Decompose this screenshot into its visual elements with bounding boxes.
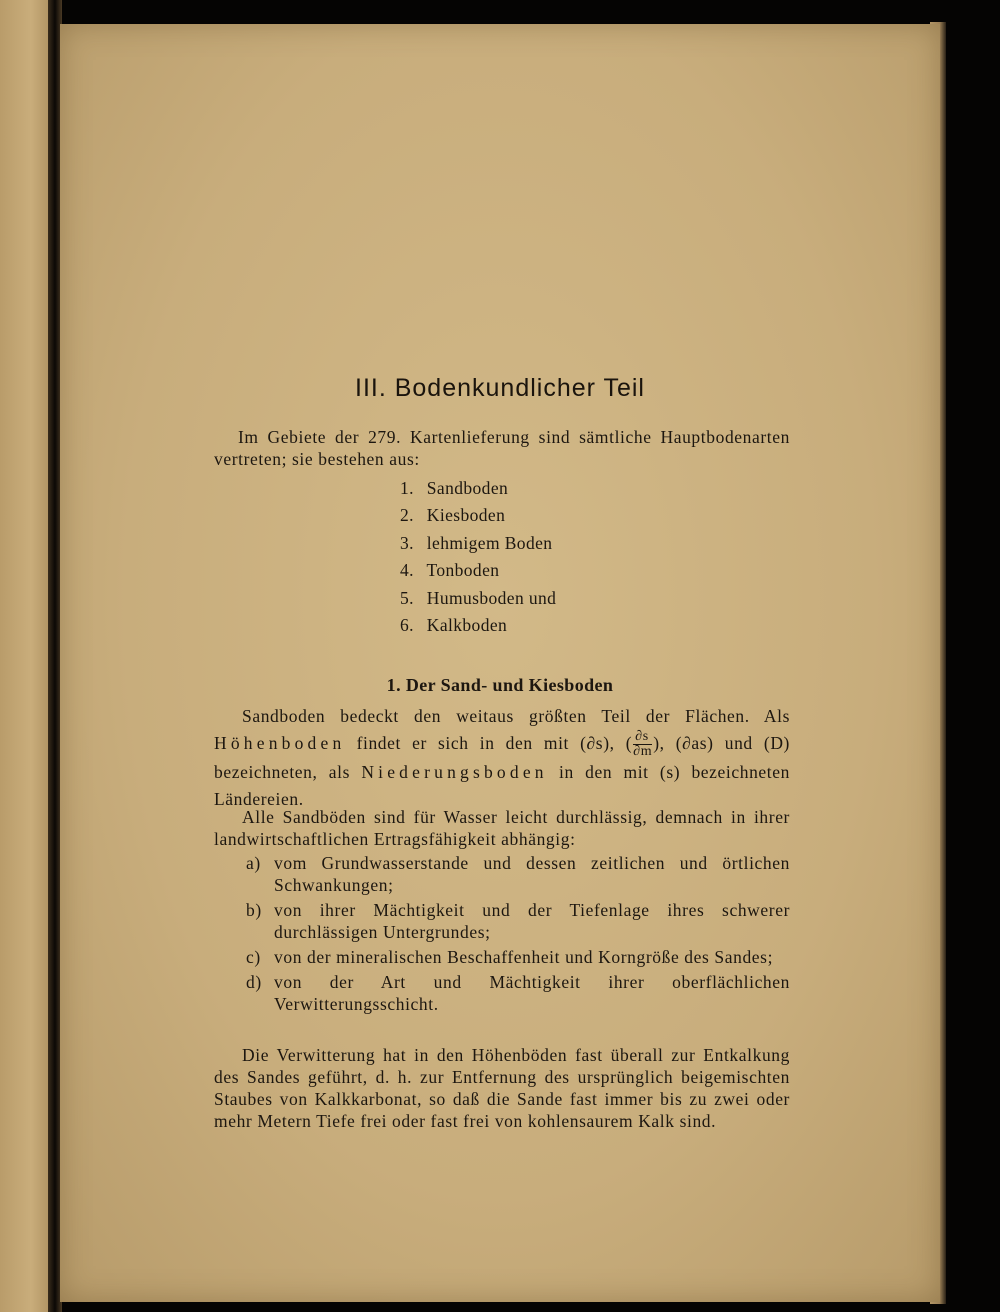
soil-type-list: [400, 475, 556, 639]
list-item: 4. Tonboden: [400, 560, 500, 581]
emphasis-hoehenboden: Höhenboden: [214, 733, 346, 753]
list-item: 3. lehmigem Boden: [400, 532, 553, 553]
dependency-list: [246, 852, 790, 1018]
intro-paragraph: Im Gebiete der 279. Kartenlieferung sind sämtliche Hauptbodenarten vertreten; sie bestehen aus:: [214, 427, 790, 469]
list-item: 5. Humusboden und: [400, 587, 557, 608]
list-item: 1. Sandboden: [400, 478, 509, 498]
list-item: c) von der mineralischen Beschaffenheit und Korngröße des Sandes;: [246, 947, 774, 967]
list-item: a) vom Grundwasserstande und dessen zeitlichen und örtlichen Schwankungen;: [246, 853, 790, 895]
sand-paragraph: Sandboden bedeckt den weitaus größten Teil der Flächen. Als Höhenboden findet er sich in den mit (∂s), ( $\frac{\partial s}{\partial m}$ ), (∂as) und (D) bezeichneten, als Niederungsboden in den mit (s) bezeichneten Ländereien.: [214, 706, 790, 810]
document-page: [60, 24, 940, 1302]
list-item: 2. Kiesboden: [400, 505, 506, 526]
list-item: d) von der Art und Mächtigkeit ihrer oberflächlichen Verwitterungsschicht.: [246, 972, 790, 1014]
emphasis-niederungsboden: Niederungsboden: [361, 762, 548, 783]
list-item: 6. Kalkboden: [400, 614, 508, 635]
verwitterung-paragraph: Die Verwitterung hat in den Höhenböden fast überall zur Entkalkung des Sandes geführt, d. h. zur Entfernung des ursprünglich beigemischten Staubes von Kalkkarbonat, so daß die Sande fast immer bis zu zwei oder mehr Metern Tiefe frei oder fast frei von kohlensaurem Kalk sind.: [214, 1045, 790, 1131]
section-title: III. Bodenkundlicher Teil: [355, 374, 645, 402]
subsection-title: 1. Der Sand- und Kiesboden: [386, 675, 614, 695]
alle-paragraph: Alle Sandböden sind für Wasser leicht durchlässig, demnach in ihrer landwirtschaftlichen Ertragsfähigkeit abhängig:: [214, 807, 790, 849]
list-item: b) von ihrer Mächtigkeit und der Tiefenlage ihres schwerer durchlässigen Untergrundes;: [246, 900, 790, 942]
fraction: $\frac{\partial s}{\partial m}$: [633, 729, 653, 760]
